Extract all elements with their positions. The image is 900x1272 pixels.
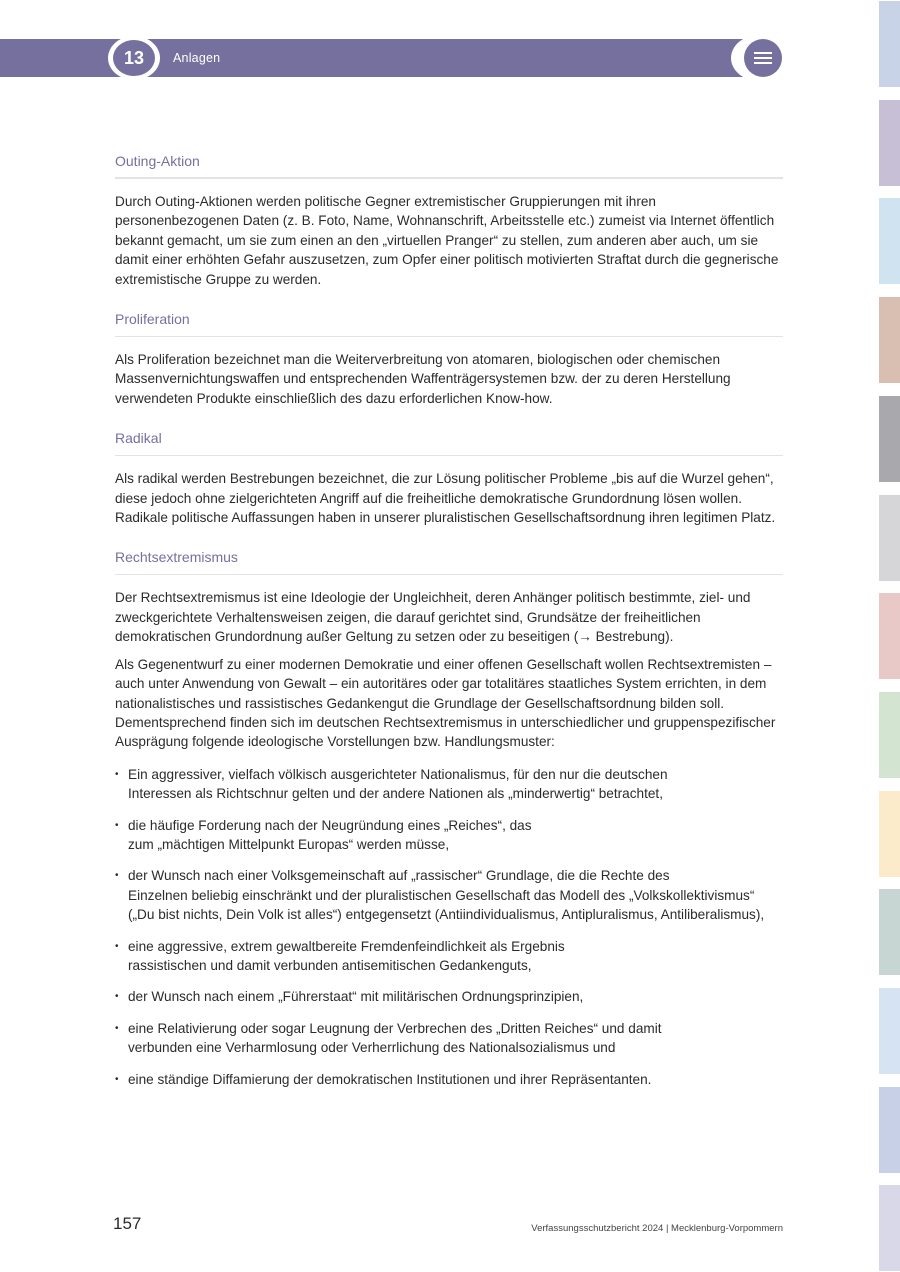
list-item-line: der Wunsch nach einer Volksgemeinschaft auf „rassischer“ Grundlage, die die Rechte des <box>128 868 670 884</box>
bullet-dot: • <box>115 819 119 831</box>
chapter-tab-6[interactable] <box>879 495 900 581</box>
list-item <box>115 816 783 855</box>
list-item-line: („Du bist nichts, Dein Volk ist alles“) entgegensetzt (Antiindividualismus, Antipluralismus, Antiliberalismus), <box>128 907 765 923</box>
chapter-tab-9[interactable] <box>879 791 900 877</box>
list-item-line: der Wunsch nach einem „Führerstaat“ mit militärischen Ordnungsprinzipien, <box>128 989 584 1005</box>
list-item-line: die häufige Forderung nach der Neugründung eines „Reiches“, das <box>128 817 532 833</box>
chapter-tab-2[interactable] <box>879 100 900 186</box>
list-item <box>115 937 783 976</box>
list-item-line: Ein aggressiver, vielfach völkisch ausgerichteter Nationalismus, für den nur die deutschen <box>128 766 668 782</box>
section-paragraph: Als Proliferation bezeichnet man die Weiterverbreitung von atomaren, biologischen oder chemischen Massenvernichtungswaffen und entsprechenden Waffenträgersystemen bzw. der zu deren Herstellung verwendeten Produkte einschließlich des dazu erforderlichen Know-how. <box>115 352 731 406</box>
list-item-line: Interessen als Richtschnur gelten und der andere Nationen als „minderwertig“ betrachtet, <box>128 786 663 802</box>
chapter-tab-12[interactable] <box>879 1087 900 1173</box>
chapter-tab-7[interactable] <box>879 593 900 679</box>
glossary-section <box>115 151 783 289</box>
chapter-tab-13[interactable] <box>879 1185 900 1271</box>
list-item-line: eine aggressive, extrem gewaltbereite Fremdenfeindlichkeit als Ergebnis <box>128 938 565 954</box>
list-item-line: Einzelnen beliebig einschränkt und der pluralistischen Gesellschaft das Modell des „Volkskollektivismus“ <box>128 887 755 903</box>
chapter-tab-10[interactable] <box>879 889 900 975</box>
section-paragraph: Als radikal werden Bestrebungen bezeichnet, die zur Lösung politischer Probleme „bis auf die Wurzel gehen“, diese jedoch ohne zielgerichteten Angriff auf die freiheitliche demokratische Grundordnung lösen wollen. Radikale politische Auffassungen haben in unserer pluralistischen Gesellschaftsordnung ihren legitimen Platz. <box>115 471 776 526</box>
list-item-line: eine ständige Diffamierung der demokratischen Institutionen und ihrer Repräsentanten. <box>128 1071 652 1087</box>
list-item-line: rassistischen und damit verbunden antisemitischen Gedankenguts, <box>128 957 532 973</box>
section-title: Proliferation <box>115 309 783 337</box>
list-item <box>115 987 783 1006</box>
page-number: 157 <box>113 1214 142 1233</box>
hamburger-menu-icon <box>754 52 772 54</box>
list-item <box>115 1019 783 1058</box>
chapter-tabs <box>879 0 900 1272</box>
section-paragraph: Als Gegenentwurf zu einer modernen Demokratie und einer offenen Gesellschaft wollen Rechtsextremisten – auch unter Anwendung von Gewalt – ein autoritäres oder gar totalitäres staatliches System errichten, in dem nationalistisches und rassistisches Gedankengut die Grundlage der Gesellschaftsordnung bilden soll. Dementsprechend finden sich im deutschen Rechtsextremismus in unterschiedlicher und gruppenspezifischer Ausprägung folgende ideologische Vorstellungen bzw. Handlungsmuster: <box>115 656 776 750</box>
list-item <box>115 1070 783 1089</box>
list-item-line: verbunden eine Verharmlosung oder Verherrlichung des Nationalsozialismus und <box>128 1040 616 1056</box>
bullet-list <box>115 765 783 1089</box>
list-item <box>115 765 783 804</box>
chapter-number: 13 <box>113 40 155 76</box>
section-title: Rechtsextremismus <box>115 547 783 575</box>
chapter-tab-3[interactable] <box>879 198 900 284</box>
section-paragraph: Der Rechtsextremismus ist eine Ideologie der Ungleichheit, deren Anhänger politisch bestimmte, ziel- und zweckgerichtete Verhaltensweisen zeigen, die darauf gerichtet sind, Grundsätze der freiheitlichen demokratischen Grundordnung außer Geltung zu setzen oder zu beseitigen (→ Bestrebung). <box>115 590 751 645</box>
chapter-title: Anlagen <box>173 51 221 65</box>
bullet-dot: • <box>115 940 119 952</box>
glossary-content <box>115 151 783 1109</box>
list-item-line: zum „mächtigen Mittelpunkt Europas“ werden müsse, <box>128 836 450 852</box>
menu-button[interactable] <box>744 39 782 77</box>
glossary-section <box>115 428 783 527</box>
list-item-line: eine Relativierung oder sogar Leugnung der Verbrechen des „Dritten Reiches“ und damit <box>128 1020 662 1036</box>
publication-footer: Verfassungsschutzbericht 2024 | Mecklenburg-Vorpommern <box>531 1223 783 1234</box>
bullet-dot: • <box>115 870 119 882</box>
chapter-tab-11[interactable] <box>879 988 900 1074</box>
glossary-section <box>115 309 783 408</box>
section-title: Radikal <box>115 428 783 456</box>
bullet-dot: • <box>115 991 119 1003</box>
list-item <box>115 866 783 924</box>
chapter-tab-5[interactable] <box>879 396 900 482</box>
chapter-tab-1[interactable] <box>879 1 900 87</box>
chapter-tab-4[interactable] <box>879 297 900 383</box>
glossary-section <box>115 547 783 1089</box>
bullet-dot: • <box>115 1073 119 1085</box>
section-title: Outing-Aktion <box>115 151 783 179</box>
chapter-tab-8[interactable] <box>879 692 900 778</box>
section-paragraph: Durch Outing-Aktionen werden politische Gegner extremistischer Gruppierungen mit ihren personenbezogenen Daten (z. B. Foto, Name, Wohnanschrift, Arbeitsstelle etc.) zumeist via Internet öffentlich bekannt gemacht, um sie zum einen an den „virtuellen Pranger“ zu stellen, zum anderen aber auch, um sie damit einer erhöhten Gefahr auszusetzen, zum Opfer einer politisch motivierten Straftat durch die gegnerische extremistische Gruppe zu werden. <box>115 194 779 287</box>
bullet-dot: • <box>115 1022 119 1034</box>
bullet-dot: • <box>115 768 119 780</box>
